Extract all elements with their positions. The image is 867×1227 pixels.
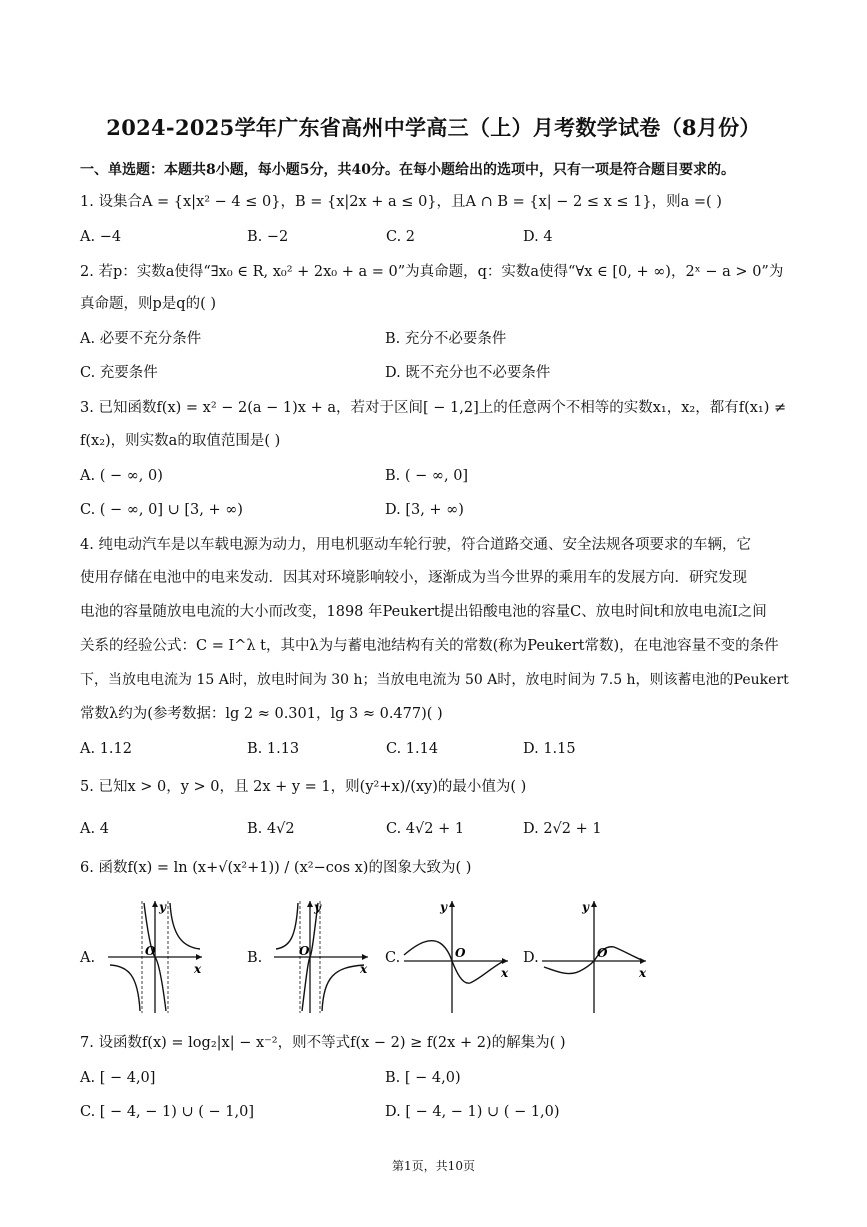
q6-option-b-label[interactable]: B. xyxy=(247,950,263,966)
question-3-stem-line-1: 3. 已知函数f(x) = x² − 2(a − 1)x + a，若对于区间[ − 1,2]上的任意两个不相等的实数x₁，x₂，都有f(x₁) ≠ xyxy=(80,400,787,416)
q6-b-x-label: x xyxy=(360,962,368,976)
q3-option-a[interactable]: A. ( − ∞, 0) xyxy=(80,468,163,484)
question-3-stem-line-2: f(x₂)，则实数a的取值范围是( ) xyxy=(80,433,281,449)
q6-c-y-label: y xyxy=(440,900,447,914)
q6-b-y-label: y xyxy=(314,900,321,914)
q7-option-a[interactable]: A. [ − 4,0] xyxy=(80,1070,156,1086)
question-4-line-5: 下，当放电电流为 15 A时，放电时间为 30 h；当放电电流为 50 A时，放电时间为 7.5 h，则该蓄电池的Peukert xyxy=(80,672,789,688)
q6-a-origin-label: O xyxy=(145,944,156,958)
question-4-line-2: 使用存储在电池中的电来发动．因其对环境影响较小，逐渐成为当今世界的乘用车的发展方向．研究发现 xyxy=(80,570,747,586)
q5-option-d[interactable]: D. 2√2 + 1 xyxy=(523,821,602,837)
q7-option-b[interactable]: B. [ − 4,0) xyxy=(385,1070,461,1086)
q2-option-c[interactable]: C. 充要条件 xyxy=(80,365,158,381)
q3-option-d[interactable]: D. [3, + ∞) xyxy=(385,502,464,518)
question-2-stem-line-1: 2. 若p：实数a使得“∃x₀ ∈ R, x₀² + 2x₀ + a = 0”为真命题，q：实数a使得“∀x ∈ [0, + ∞)，2ˣ − a > 0”为 xyxy=(80,264,784,280)
q3-option-c[interactable]: C. ( − ∞, 0] ∪ [3, + ∞) xyxy=(80,502,243,518)
q2-option-b[interactable]: B. 充分不必要条件 xyxy=(385,331,507,347)
q6-c-origin-label: O xyxy=(455,946,466,960)
q5-option-a[interactable]: A. 4 xyxy=(80,821,109,837)
q6-option-c-label[interactable]: C. xyxy=(385,950,401,966)
question-2-stem-line-2: 真命题，则p是q的( ) xyxy=(80,296,216,312)
section-heading: 一、单选题：本题共8小题，每小题5分，共40分。在每小题给出的选项中，只有一项是符合题目要求的。 xyxy=(80,162,735,178)
question-1-stem: 1. 设集合A = {x|x² − 4 ≤ 0}，B = {x|2x + a ≤ 0}，且A ∩ B = {x| − 2 ≤ x ≤ 1}，则a =( ) xyxy=(80,194,722,210)
q1-option-b[interactable]: B. −2 xyxy=(247,229,289,245)
q5-option-b[interactable]: B. 4√2 xyxy=(247,821,295,837)
question-4-line-1: 4. 纯电动汽车是以车载电源为动力，用电机驱动车轮行驶，符合道路交通、安全法规各项要求的车辆，它 xyxy=(80,537,751,553)
q6-b-origin-label: O xyxy=(299,944,310,958)
page-footer: 第1页，共10页 xyxy=(392,1159,475,1173)
q5-option-c[interactable]: C. 4√2 + 1 xyxy=(386,821,465,837)
q2-option-a[interactable]: A. 必要不充分条件 xyxy=(80,331,202,347)
question-4-line-6: 常数λ约为(参考数据：lg 2 ≈ 0.301，lg 3 ≈ 0.477)( ) xyxy=(80,706,443,722)
question-4-line-4: 关系的经验公式：C = I^λ t，其中λ为与蓄电池结构有关的常数(称为Peukert常数)，在电池容量不变的条件 xyxy=(80,638,779,654)
question-5-stem: 5. 已知x > 0，y > 0，且 2x + y = 1，则(y²+x)/(xy)的最小值为( ) xyxy=(80,779,527,795)
q6-d-y-label: y xyxy=(582,900,589,914)
question-6-stem: 6. 函数f(x) = ln (x+√(x²+1)) / (x²−cos x)的图象大致为( ) xyxy=(80,860,472,876)
q7-option-d[interactable]: D. [ − 4, − 1) ∪ ( − 1,0) xyxy=(385,1104,560,1120)
page-title: 2024-2025学年广东省高州中学高三（上）月考数学试卷（8月份） xyxy=(106,115,761,140)
q6-graph-c[interactable] xyxy=(400,895,515,1015)
q1-option-a[interactable]: A. −4 xyxy=(80,229,122,245)
q6-d-origin-label: O xyxy=(597,946,608,960)
question-4-line-3: 电池的容量随放电电流的大小而改变，1898 年Peukert提出铅酸电池的容量C、放电时间t和放电电流I之间 xyxy=(80,604,767,620)
q6-graph-d[interactable] xyxy=(538,895,653,1015)
q1-option-d[interactable]: D. 4 xyxy=(523,229,553,245)
q4-option-a[interactable]: A. 1.12 xyxy=(80,741,132,757)
q3-option-b[interactable]: B. ( − ∞, 0] xyxy=(385,468,469,484)
q6-option-d-label[interactable]: D. xyxy=(523,950,539,966)
q7-option-c[interactable]: C. [ − 4, − 1) ∪ ( − 1,0] xyxy=(80,1104,255,1120)
q6-c-x-label: x xyxy=(501,966,509,980)
q6-option-a-label[interactable]: A. xyxy=(80,950,96,966)
q6-graph-b[interactable] xyxy=(266,895,376,1015)
q4-option-d[interactable]: D. 1.15 xyxy=(523,741,576,757)
q6-graph-a[interactable] xyxy=(100,895,210,1015)
q6-d-x-label: x xyxy=(639,966,647,980)
q4-option-b[interactable]: B. 1.13 xyxy=(247,741,300,757)
q6-a-y-label: y xyxy=(159,900,166,914)
question-7-stem: 7. 设函数f(x) = log₂|x| − x⁻²，则不等式f(x − 2) ≥ f(2x + 2)的解集为( ) xyxy=(80,1035,566,1051)
q4-option-c[interactable]: C. 1.14 xyxy=(386,741,439,757)
q6-a-x-label: x xyxy=(194,962,202,976)
q1-option-c[interactable]: C. 2 xyxy=(386,229,416,245)
q2-option-d[interactable]: D. 既不充分也不必要条件 xyxy=(385,365,551,381)
